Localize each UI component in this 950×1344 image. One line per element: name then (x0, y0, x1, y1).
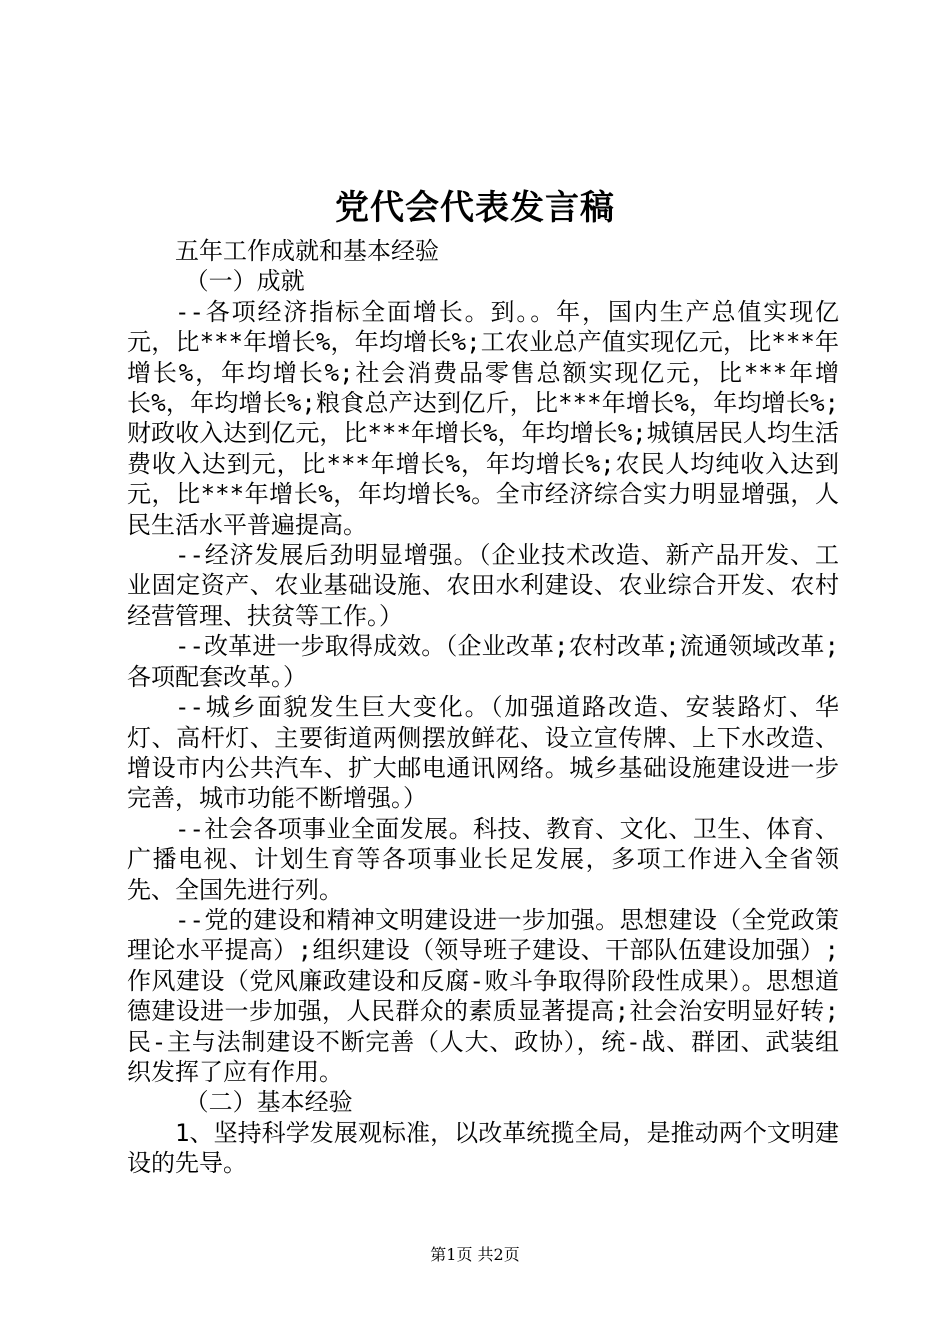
subsection-heading: （一）成就 (184, 267, 305, 296)
paragraph: 1、坚持科学发展观标准，以改革统揽全局，是推动两个文明建设的先导。 (127, 1118, 839, 1178)
paragraph: --改革进一步取得成效。（企业改革;农村改革;流通领域改革;各项配套改革。） (127, 632, 839, 691)
paragraph: --社会各项事业全面发展。科技、教育、文化、卫生、体育、广播电视、计划生育等各项事业长足发展，多项工作进入全省领先、全国先进行列。 (127, 814, 839, 904)
paragraph: --党的建设和精神文明建设进一步加强。思想建设（全党政策理论水平提高）;组织建设（领导班子建设、干部队伍建设加强）;作风建设（党风廉政建设和反腐-败斗争取得阶段性成果）。思想道德建设进一步加强，人民群众的素质显著提高;社会治安明显好转;民-主与法制建设不断完善（人大、政协），统-战、群团、武装组织发挥了应有作用。 (127, 905, 839, 1086)
document-body (127, 236, 839, 1179)
section-heading: 五年工作成就和基本经验 (175, 237, 439, 265)
paragraph: --各项经济指标全面增长。到。。年，国内生产总值实现亿元，比***年增长%，年均增长%;工农业总产值实现亿元，比***年增长%，年均增长%;社会消费品零售总额实现亿元，比***年增长%，年均增长%;粮食总产达到亿斤，比***年增长%，年均增长%;财政收入达到亿元，比***年增长%，年均增长%;城镇居民人均生活费收入达到元，比***年增长%，年均增长%;农民人均纯收入达到元，比***年增长%，年均增长%。全市经济综合实力明显增强，人民生活水平普遍提高。 (127, 297, 839, 539)
document-title: 党代会代表发言稿 (335, 188, 615, 228)
subsection-heading: （二）基本经验 (184, 1088, 353, 1117)
page-footer: 第1页 共2页 (430, 1245, 520, 1264)
paragraph: --城乡面貌发生巨大变化。（加强道路改造、安装路灯、华灯、高杆灯、主要街道两侧摆放鲜花、设立宣传牌、上下水改造、增设市内公共汽车、扩大邮电通讯网络。城乡基础设施建设进一步完善，城市功能不断增强。） (127, 693, 839, 813)
paragraph: --经济发展后劲明显增强。（企业技术改造、新产品开发、工业固定资产、农业基础设施、农田水利建设、农业综合开发、农村经营管理、扶贫等工作。） (127, 541, 839, 630)
